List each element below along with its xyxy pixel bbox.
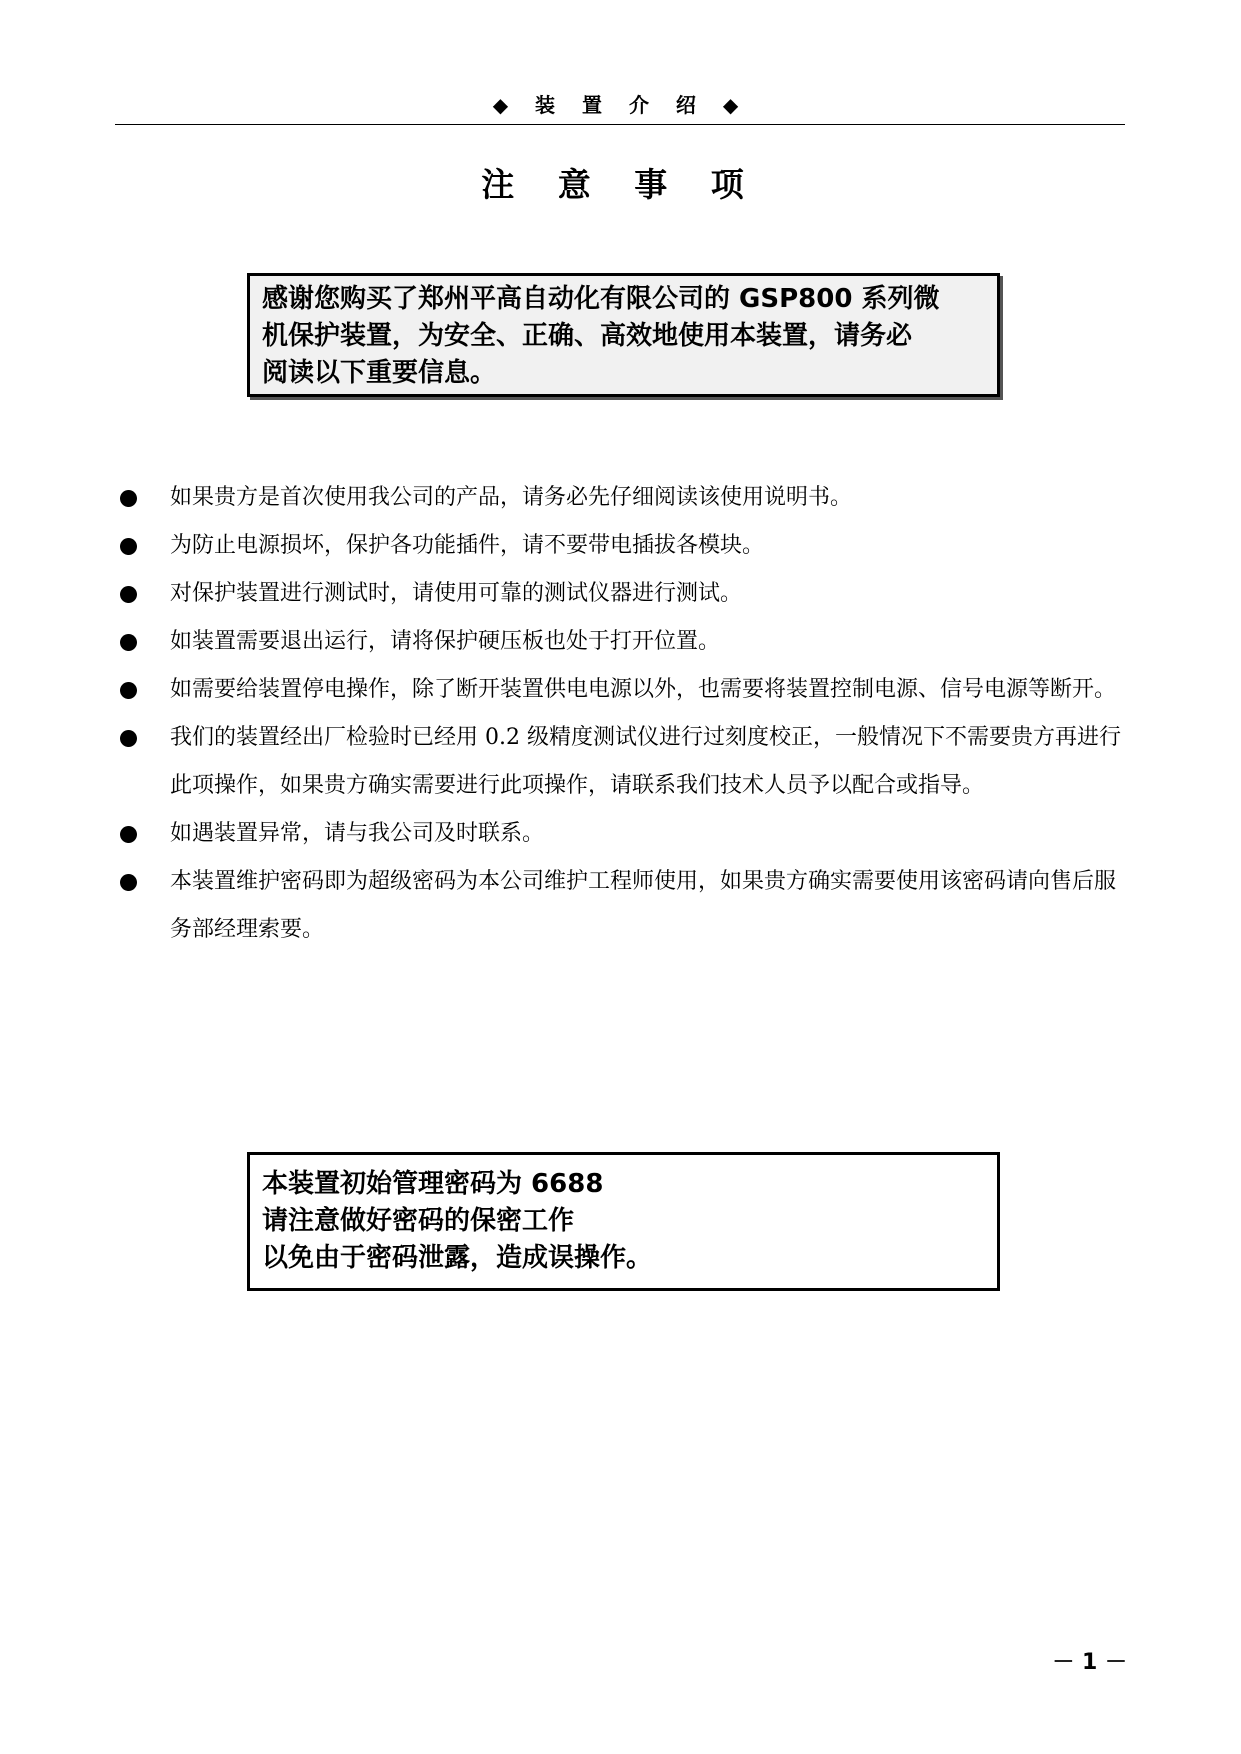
notice-text: 如遇装置异常，请与我公司及时联系。: [170, 821, 545, 846]
intro-line: 感谢您购买了郑州平高自动化有限公司的 GSP800 系列微: [262, 284, 940, 314]
page-title: 注 意 事 项: [481, 165, 760, 204]
intro-line: 阅读以下重要信息。: [262, 358, 497, 388]
password-line: 以免由于密码泄露，造成误操作。: [262, 1243, 653, 1273]
bullet-icon: [120, 874, 137, 891]
notice-text: 对保护装置进行测试时，请使用可靠的测试仪器进行测试。: [170, 581, 743, 606]
running-header: ◆ 装 置 介 绍 ◆: [492, 93, 749, 117]
page-number: － 1 －: [1052, 1650, 1127, 1675]
notice-item: [120, 570, 1130, 618]
bullet-icon: [120, 730, 137, 747]
notice-text: 本装置维护密码即为超级密码为本公司维护工程师使用，如果贵方确实需要使用该密码请向售后服务部经理索要。: [170, 869, 1117, 942]
bullet-icon: [120, 826, 137, 843]
password-line: 请注意做好密码的保密工作: [262, 1206, 575, 1236]
notice-item: [120, 618, 1130, 666]
password-line: 本装置初始管理密码为 6688: [262, 1169, 604, 1199]
notice-item: [120, 858, 1130, 954]
intro-notice-box: [247, 273, 1000, 397]
notice-item: [120, 810, 1130, 858]
notice-text: 为防止电源损坏，保护各功能插件，请不要带电插拔各模块。: [170, 533, 765, 558]
password-notice-box: [247, 1152, 1000, 1291]
bullet-icon: [120, 490, 137, 507]
notice-text: 如果贵方是首次使用我公司的产品，请务必先仔细阅读该使用说明书。: [170, 485, 853, 510]
notice-item: [120, 666, 1130, 714]
bullet-icon: [120, 538, 137, 555]
notice-text: 如装置需要退出运行，请将保护硬压板也处于打开位置。: [170, 629, 721, 654]
intro-line: 机保护装置，为安全、正确、高效地使用本装置，请务必: [262, 321, 913, 351]
bullet-icon: [120, 586, 137, 603]
bullet-icon: [120, 682, 137, 699]
notice-text: 我们的装置经出厂检验时已经用 0.2 级精度测试仪进行过刻度校正，一般情况下不需要贵方再进行此项操作，如果贵方确实需要进行此项操作，请联系我们技术人员予以配合或指导。: [170, 725, 1121, 798]
notice-text: 如需要给装置停电操作，除了断开装置供电电源以外，也需要将装置控制电源、信号电源等断开。: [170, 677, 1117, 702]
bullet-icon: [120, 634, 137, 651]
notice-item: [120, 474, 1130, 522]
notice-item: [120, 522, 1130, 570]
notice-item: [120, 714, 1130, 810]
notice-list: [120, 474, 1130, 954]
header-divider: [115, 124, 1125, 125]
